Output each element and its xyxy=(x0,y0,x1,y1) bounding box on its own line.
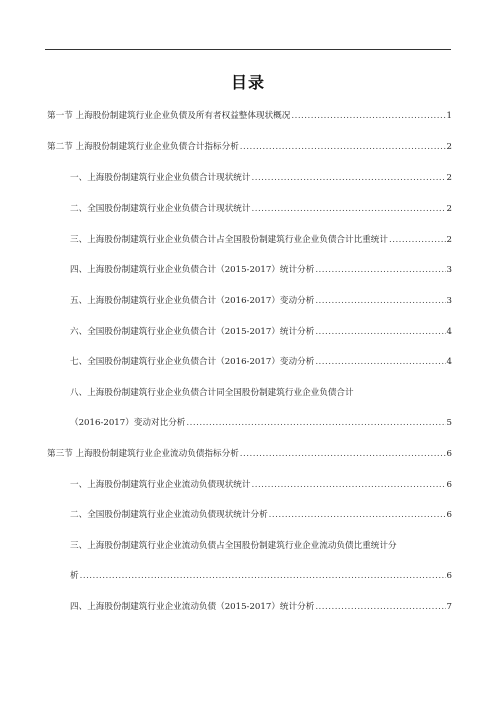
toc-entry-text: 第三节 上海股份制建筑行业企业流动负债指标分析 xyxy=(47,449,239,459)
toc-entry-text: 四、上海股份制建筑行业企业负债合计（2015-2017）统计分析 xyxy=(70,265,315,275)
toc-page-number: 3 xyxy=(446,265,452,275)
toc-entry[interactable] xyxy=(70,234,452,246)
toc-entry-text: 一、上海股份制建筑行业企业流动负债现状统计 xyxy=(70,480,251,490)
toc-entry-text: 三、上海股份制建筑行业企业负债合计占全国股份制建筑行业企业负债合计比重统计 xyxy=(70,235,388,245)
toc-leader-dots xyxy=(251,479,445,491)
toc-page-number: 2 xyxy=(446,173,452,183)
toc-entry[interactable] xyxy=(70,172,452,184)
toc-entry[interactable] xyxy=(70,264,452,276)
toc-title: 目录 xyxy=(230,73,265,92)
toc-leader-dots xyxy=(315,326,445,338)
toc-entry[interactable] xyxy=(70,479,452,491)
toc-entry[interactable] xyxy=(70,326,452,338)
toc-leader-dots xyxy=(186,417,445,429)
toc-page-number: 6 xyxy=(446,571,452,581)
toc-leader-dots xyxy=(315,356,445,368)
toc-entry-text: 七、全国股份制建筑行业企业负债合计（2016-2017）变动分析 xyxy=(70,357,315,367)
toc-entry-text: （2016-2017）变动对比分析 xyxy=(70,418,186,428)
toc-leader-dots xyxy=(315,264,445,276)
toc-entry[interactable] xyxy=(70,601,452,613)
toc-entry[interactable] xyxy=(70,417,452,429)
toc-page-number: 6 xyxy=(446,510,452,520)
toc-leader-dots xyxy=(240,141,446,153)
toc-entry-text: 第二节 上海股份制建筑行业企业负债合计指标分析 xyxy=(47,142,239,152)
toc-leader-dots xyxy=(291,110,445,122)
toc-leader-dots xyxy=(240,448,446,460)
toc-entry-text: 六、全国股份制建筑行业企业负债合计（2015-2017）统计分析 xyxy=(70,327,315,337)
toc-page-number: 1 xyxy=(446,111,452,121)
toc-leader-dots xyxy=(315,601,445,613)
toc-page-number: 6 xyxy=(446,480,452,490)
toc-page-number: 2 xyxy=(446,142,452,152)
toc-entry[interactable] xyxy=(47,110,452,122)
toc-leader-dots xyxy=(251,172,445,184)
toc-entry-text: 三、上海股份制建筑行业企业流动负债占全国股份制建筑行业企业流动负债比重统计分 xyxy=(70,541,397,551)
toc-entry[interactable] xyxy=(70,356,452,368)
toc-entry-text: 八、上海股份制建筑行业企业负债合计同全国股份制建筑行业企业负债合计 xyxy=(70,388,354,398)
toc-entry[interactable] xyxy=(47,448,452,460)
toc-entry-text: 第一节 上海股份制建筑行业企业负债及所有者权益整体现状概况 xyxy=(47,111,291,121)
toc-page-number: 3 xyxy=(446,296,452,306)
toc-leader-dots xyxy=(389,234,446,246)
toc-entry-text: 五、上海股份制建筑行业企业负债合计（2016-2017）变动分析 xyxy=(70,296,315,306)
toc-entry-text: 析 xyxy=(70,571,79,581)
toc-entry[interactable] xyxy=(70,509,452,521)
toc-page-number: 7 xyxy=(446,602,452,612)
toc-entry[interactable] xyxy=(70,387,452,399)
toc-leader-dots xyxy=(80,570,446,582)
toc-entry[interactable] xyxy=(70,570,452,582)
toc-page-number: 4 xyxy=(446,357,452,367)
toc-entry[interactable] xyxy=(70,203,452,215)
header-rule xyxy=(45,49,451,50)
toc-entry[interactable] xyxy=(70,295,452,307)
toc-entry-text: 二、全国股份制建筑行业企业流动负债现状统计分析 xyxy=(70,510,268,520)
toc-entry-text: 四、上海股份制建筑行业企业流动负债（2015-2017）统计分析 xyxy=(70,602,315,612)
toc-page-number: 2 xyxy=(446,235,452,245)
toc-page-number: 4 xyxy=(446,327,452,337)
toc-entry[interactable] xyxy=(47,141,452,153)
toc-leader-dots xyxy=(269,509,446,521)
toc-page-number: 2 xyxy=(446,204,452,214)
toc-leader-dots xyxy=(251,203,445,215)
toc-page-number: 5 xyxy=(446,418,452,428)
toc-entry-text: 二、全国股份制建筑行业企业负债合计现状统计 xyxy=(70,204,251,214)
toc-leader-dots xyxy=(315,295,445,307)
toc-page-number: 6 xyxy=(446,449,452,459)
toc-entry-text: 一、上海股份制建筑行业企业负债合计现状统计 xyxy=(70,173,251,183)
toc-entry[interactable] xyxy=(70,540,452,552)
